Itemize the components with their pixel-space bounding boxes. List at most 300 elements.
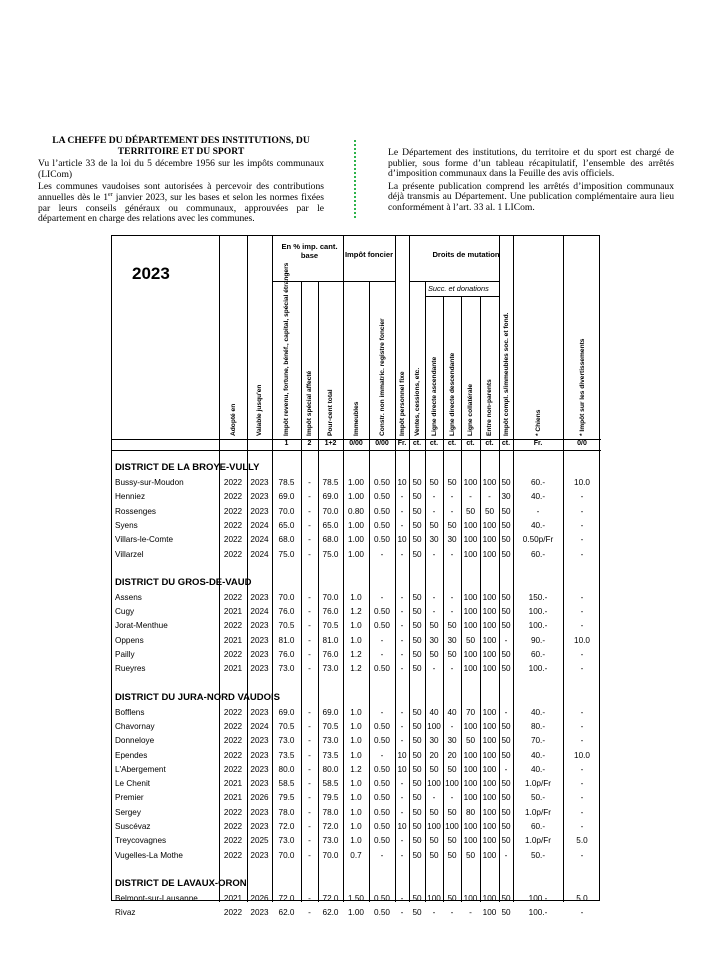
- table-cell: 100: [482, 908, 497, 918]
- table-cell: 2026: [250, 893, 269, 903]
- table-cell: 70.0: [278, 850, 295, 860]
- table-cell: 2022: [223, 750, 243, 760]
- table-cell: 70.0: [278, 506, 295, 516]
- table-cell: -: [308, 807, 311, 817]
- table-cell: 100: [463, 764, 478, 774]
- table-cell: 2023: [250, 592, 269, 602]
- table-cell: 50: [501, 779, 511, 789]
- table-cell: 50: [412, 506, 422, 516]
- table-cell: -: [308, 750, 311, 760]
- table-cell: 100: [482, 850, 497, 860]
- table-cell: 50: [447, 850, 457, 860]
- table-cell: 40.-: [530, 707, 546, 717]
- table-cell: 100.-: [528, 908, 548, 918]
- table-cell: -: [400, 621, 404, 631]
- table-cell: 50: [501, 549, 511, 559]
- table-cell: 1.0: [350, 750, 362, 760]
- table-cell: -: [308, 621, 311, 631]
- table-cell: 50: [429, 478, 439, 487]
- table-cell: 62.0: [322, 908, 339, 918]
- table-cell: 0.50: [374, 836, 390, 846]
- table-cell: 100: [463, 836, 478, 846]
- table-cell: -: [400, 721, 404, 731]
- table-cell: 1.2: [350, 664, 362, 674]
- table-cell: -: [432, 549, 436, 559]
- table-cell: 73.5: [278, 750, 295, 760]
- table-cell: 100: [427, 822, 441, 831]
- table-cell: 76.0: [278, 607, 295, 617]
- table-cell: 50: [447, 621, 457, 631]
- table-cell: 78.0: [322, 807, 339, 817]
- table-cell: 100: [463, 721, 478, 731]
- table-cell: 70.0: [322, 850, 339, 860]
- table-cell: 50: [447, 807, 457, 817]
- table-cell: 50: [501, 478, 511, 487]
- table-cell: 2023: [250, 822, 269, 831]
- table-cell: 2022: [223, 650, 243, 659]
- table-cell: 100: [463, 893, 478, 903]
- table-cell: 1.0: [350, 635, 362, 645]
- table-cell: -: [380, 549, 384, 559]
- table-cell: -: [580, 492, 584, 502]
- table-cell: -: [580, 520, 584, 530]
- table-cell: 10: [397, 822, 407, 831]
- table-cell: 2022: [223, 822, 243, 831]
- table-cell: -: [432, 607, 436, 617]
- table-cell: 100: [445, 822, 459, 831]
- table-cell: 1.00: [348, 492, 364, 502]
- table-cell: 50: [501, 836, 511, 846]
- table-cell: 0.50: [374, 506, 390, 516]
- table-cell: 50: [412, 850, 422, 860]
- table-cell: 73.5: [322, 750, 339, 760]
- table-cell: -: [308, 535, 311, 545]
- commune-name: Bussy-sur-Moudon: [115, 478, 184, 487]
- table-cell: -: [580, 764, 584, 774]
- table-cell: 1.2: [350, 650, 362, 659]
- table-cell: -: [580, 592, 584, 602]
- table-cell: 100: [482, 764, 497, 774]
- table-cell: -: [308, 721, 311, 731]
- table-cell: 50: [501, 650, 511, 659]
- table-cell: 1.0: [350, 721, 362, 731]
- table-cell: -: [308, 822, 311, 831]
- column-header: Ligne directe descendante: [448, 352, 456, 436]
- table-cell: 70.0: [322, 506, 339, 516]
- table-cell: 50: [429, 621, 439, 631]
- table-cell: -: [308, 764, 311, 774]
- table-cell: 70.5: [278, 621, 295, 631]
- table-cell: 100: [482, 520, 497, 530]
- commune-name: Bofflens: [115, 707, 145, 717]
- table-cell: 50: [412, 707, 422, 717]
- table-cell: 2022: [223, 707, 243, 717]
- table-cell: 2024: [250, 535, 269, 545]
- table-cell: 50: [412, 592, 422, 602]
- table-cell: 73.0: [322, 836, 339, 846]
- table-cell: 58.5: [278, 779, 295, 789]
- column-header: Pour-cent total: [327, 389, 334, 436]
- grid-hline: [219, 450, 601, 451]
- table-cell: 81.0: [278, 635, 295, 645]
- table-cell: 0.50: [374, 779, 390, 789]
- table-cell: 70.5: [322, 721, 339, 731]
- commune-name: Chavornay: [115, 721, 155, 731]
- table-cell: -: [380, 750, 384, 760]
- table-cell: 0.50: [374, 492, 390, 502]
- table-cell: 2021: [223, 607, 243, 617]
- table-cell: 100: [427, 721, 441, 731]
- table-cell: -: [504, 707, 508, 717]
- table-cell: 50: [484, 506, 495, 516]
- table-cell: 50: [412, 478, 422, 487]
- table-cell: 50: [501, 506, 511, 516]
- table-cell: 20: [447, 750, 457, 760]
- table-cell: -: [400, 779, 404, 789]
- group-header-mutation: Droits de mutation: [432, 250, 500, 259]
- table-cell: 2021: [223, 893, 243, 903]
- table-cell: 30: [447, 535, 457, 545]
- table-cell: 100: [463, 592, 478, 602]
- table-cell: 76.0: [278, 650, 295, 659]
- table-cell: 2022: [223, 836, 243, 846]
- commune-name: Ependes: [115, 750, 148, 760]
- table-cell: 100.-: [528, 664, 548, 674]
- table-cell: 60.-: [530, 478, 546, 487]
- table-cell: 2023: [250, 779, 269, 789]
- table-cell: 2023: [250, 764, 269, 774]
- table-cell: 2022: [223, 621, 243, 631]
- table-cell: 1.0: [350, 779, 362, 789]
- column-separator-dots: [354, 140, 360, 218]
- table-cell: 1.0: [350, 793, 362, 803]
- table-cell: 1.0: [350, 736, 362, 746]
- table-cell: 100: [482, 893, 497, 903]
- table-cell: 50: [412, 635, 422, 645]
- table-cell: 50: [412, 721, 422, 731]
- table-cell: -: [450, 664, 454, 674]
- column-unit: 1+2: [324, 440, 337, 447]
- table-cell: 50: [412, 764, 422, 774]
- district-name: DISTRICT DE LA BROYE-VULLY: [115, 462, 260, 473]
- table-cell: 75.0: [322, 549, 339, 559]
- table-cell: 0.50: [374, 478, 390, 487]
- table-cell: 2022: [223, 520, 243, 530]
- table-cell: 50: [465, 736, 476, 746]
- table-cell: -: [432, 908, 436, 918]
- table-cell: 50: [501, 721, 511, 731]
- table-cell: 2023: [250, 736, 269, 746]
- table-cell: 50: [501, 893, 511, 903]
- table-cell: -: [450, 506, 454, 516]
- table-cell: 69.0: [278, 707, 295, 717]
- table-cell: 0.50: [374, 621, 390, 631]
- table-cell: 100.-: [528, 607, 548, 617]
- table-cell: 50: [465, 850, 476, 860]
- table-cell: 1.2: [350, 607, 362, 617]
- table-cell: -: [580, 607, 584, 617]
- table-cell: 0.50: [374, 736, 390, 746]
- table-cell: 78.5: [322, 478, 339, 487]
- table-cell: 50: [412, 535, 422, 545]
- commune-name: Sergey: [115, 807, 141, 817]
- table-cell: 1.00: [348, 478, 364, 487]
- table-cell: 50: [412, 520, 422, 530]
- column-header: Ligne collatérale: [467, 383, 474, 436]
- column-unit: ct.: [485, 440, 494, 447]
- table-cell: 1.0p/Fr: [525, 779, 551, 789]
- table-cell: 50: [501, 592, 511, 602]
- table-cell: 50: [465, 506, 476, 516]
- table-cell: -: [400, 908, 404, 918]
- table-cell: 10: [397, 478, 407, 487]
- table-cell: -: [450, 592, 454, 602]
- table-cell: 1.0: [350, 592, 362, 602]
- table-cell: -: [450, 492, 454, 502]
- column-header: Impôt revenu, fortune, bénéf., capital, spécial étrangers: [283, 262, 290, 436]
- table-cell: 62.0: [278, 908, 295, 918]
- commune-name: Syens: [115, 520, 138, 530]
- table-cell: 50: [412, 836, 422, 846]
- commune-name: Donneloye: [115, 736, 155, 746]
- table-cell: -: [308, 908, 311, 918]
- table-cell: -: [308, 707, 311, 717]
- table-cell: -: [432, 793, 436, 803]
- table-cell: 50: [501, 535, 511, 545]
- table-cell: 73.0: [278, 736, 295, 746]
- table-cell: 50: [429, 836, 439, 846]
- table-cell: -: [400, 807, 404, 817]
- table-cell: 1.0: [350, 836, 362, 846]
- commune-name: L'Abergement: [115, 764, 166, 774]
- table-cell: -: [308, 635, 311, 645]
- table-cell: -: [580, 908, 584, 918]
- commune-name: Cugy: [115, 607, 135, 617]
- table-cell: 5.0: [576, 893, 588, 903]
- table-cell: 100: [463, 621, 478, 631]
- table-cell: -: [308, 492, 311, 502]
- commune-name: Assens: [115, 592, 142, 602]
- table-cell: 2022: [223, 592, 243, 602]
- table-cell: 2023: [250, 850, 269, 860]
- intro-paragraph-2: Les communes vaudoises sont autorisées à percevoir des contributions annuelles dès le 1er janvier 2023, sur les bases et selon les normes fixées par leurs conseils généraux ou communaux, approuvées par le département en charge des relations avec les communes.: [38, 181, 324, 225]
- table-cell: 2024: [250, 721, 269, 731]
- column-unit: ct.: [412, 440, 422, 447]
- grid-hline: [409, 281, 499, 282]
- table-cell: 70.5: [322, 621, 339, 631]
- table-cell: 1.00: [348, 535, 364, 545]
- table-cell: -: [580, 721, 584, 731]
- commune-name: Rivaz: [115, 908, 136, 918]
- table-cell: 69.0: [322, 492, 339, 502]
- table-cell: 100: [463, 650, 478, 659]
- table-cell: 50: [447, 650, 457, 659]
- commune-name: Rossenges: [115, 506, 156, 516]
- table-cell: 50: [465, 635, 476, 645]
- table-cell: 100: [463, 664, 478, 674]
- table-cell: 100: [482, 607, 497, 617]
- table-cell: 0.50: [374, 764, 390, 774]
- table-cell: 2026: [250, 793, 269, 803]
- column-unit: 0/00: [349, 440, 363, 447]
- table-cell: 2022: [223, 535, 243, 545]
- table-cell: -: [308, 664, 311, 674]
- table-cell: 2022: [223, 721, 243, 731]
- table-cell: 1.0: [350, 822, 362, 831]
- table-cell: 1.0: [350, 621, 362, 631]
- table-cell: -: [308, 836, 311, 846]
- commune-name: Rueyres: [115, 664, 146, 674]
- table-cell: 100: [463, 549, 478, 559]
- table-cell: 2023: [250, 492, 269, 502]
- table-cell: -: [400, 707, 404, 717]
- table-cell: -: [580, 664, 584, 674]
- table-cell: 2021: [223, 635, 243, 645]
- table-cell: 2022: [223, 478, 243, 487]
- table-cell: 100: [482, 721, 497, 731]
- table-cell: 50: [501, 807, 511, 817]
- table-cell: 60.-: [530, 549, 546, 559]
- table-cell: -: [580, 850, 584, 860]
- table-cell: -: [400, 592, 404, 602]
- table-year: 2023: [132, 264, 170, 283]
- commune-name: Treycovagnes: [115, 836, 167, 846]
- table-cell: 10.0: [574, 478, 590, 487]
- table-cell: 2024: [250, 607, 269, 617]
- table-cell: -: [400, 836, 404, 846]
- commune-name: Villarzel: [115, 549, 144, 559]
- table-cell: 68.0: [278, 535, 295, 545]
- table-cell: 50: [501, 664, 511, 674]
- table-cell: 100: [463, 520, 478, 530]
- column-unit: Fr.: [533, 440, 543, 447]
- table-cell: -: [504, 850, 508, 860]
- intro-right-paragraph-2: La présente publication comprend les arrêtés d’imposition communaux déjà transmis au Département. Une publication complémentaire aura lieu conformément à l’art. 33 al. 1 LICom.: [388, 180, 674, 213]
- table-cell: 79.5: [322, 793, 339, 803]
- district-name: DISTRICT DU GROS-DE-VAUD: [115, 576, 252, 588]
- table-cell: -: [432, 506, 436, 516]
- column-unit: ct.: [466, 440, 475, 447]
- intro-right-paragraph-1: Le Département des institutions, du territoire et du sport est chargé de publier, sous forme d’un tableau récapitulatif, l’ensemble des arrêtés d’imposition communaux dans la Feuille des avis officiels.: [388, 147, 674, 180]
- table-cell: -: [380, 635, 384, 645]
- table-cell: 2022: [223, 506, 243, 516]
- table-cell: -: [580, 621, 584, 631]
- table-cell: -: [469, 908, 472, 918]
- table-cell: 50: [412, 664, 422, 674]
- table-cell: -: [400, 850, 404, 860]
- table-cell: 100: [463, 750, 478, 760]
- column-unit: [247, 440, 272, 450]
- table-cell: 100: [463, 779, 478, 789]
- table-cell: 40.-: [530, 492, 546, 502]
- table-cell: 10: [397, 764, 407, 774]
- table-cell: 100: [427, 893, 441, 903]
- table-cell: 2023: [250, 664, 269, 674]
- table-cell: 70.5: [278, 721, 295, 731]
- table-cell: 69.0: [278, 492, 295, 502]
- table-cell: -: [450, 908, 454, 918]
- table-cell: 1.0p/Fr: [525, 836, 551, 846]
- table-cell: 50: [412, 736, 422, 746]
- table-cell: 60.-: [530, 650, 546, 659]
- table-cell: 1.2: [350, 764, 362, 774]
- table-cell: 2023: [250, 750, 269, 760]
- table-cell: -: [450, 607, 454, 617]
- table-cell: 100: [482, 736, 497, 746]
- table-cell: 2021: [223, 779, 243, 789]
- table-cell: 0.50: [374, 721, 390, 731]
- table-cell: 2022: [223, 807, 243, 817]
- table-cell: -: [400, 635, 404, 645]
- commune-name: Henniez: [115, 492, 146, 502]
- table-cell: 100: [463, 822, 478, 831]
- table-cell: 0.7: [350, 850, 362, 860]
- table-cell: 100: [482, 707, 497, 717]
- table-cell: 50: [447, 764, 457, 774]
- table-cell: 1.0: [350, 707, 362, 717]
- table-cell: 50: [412, 908, 422, 918]
- table-cell: 80: [465, 807, 476, 817]
- table-cell: 68.0: [322, 535, 339, 545]
- commune-name: Vugelles-La Mothe: [115, 850, 183, 860]
- table-cell: 0.50p/Fr: [522, 535, 554, 545]
- table-cell: -: [308, 549, 311, 559]
- table-cell: 40.-: [530, 750, 546, 760]
- commune-name: Villars-le-Comte: [115, 535, 174, 545]
- table-cell: 100.-: [528, 621, 548, 631]
- table-cell: 0.50: [374, 822, 390, 831]
- table-cell: 0.50: [374, 607, 390, 617]
- table-cell: 100: [482, 793, 497, 803]
- table-cell: 60.-: [530, 822, 546, 831]
- table-cell: -: [400, 893, 404, 903]
- table-cell: 50: [429, 650, 439, 659]
- grid-hline: [112, 439, 219, 440]
- table-cell: 73.0: [322, 736, 339, 746]
- column-unit: [219, 440, 247, 450]
- table-cell: 50: [447, 836, 457, 846]
- table-cell: 0.50: [374, 664, 390, 674]
- table-cell: 10: [397, 750, 407, 760]
- table-cell: -: [580, 793, 584, 803]
- group-header-foncier: Impôt foncier: [344, 250, 394, 259]
- table-cell: 69.0: [322, 707, 339, 717]
- table-cell: 0.50: [374, 793, 390, 803]
- column-unit: ct.: [447, 440, 457, 447]
- table-cell: -: [308, 779, 311, 789]
- table-cell: 90.-: [530, 635, 546, 645]
- table-cell: 1.00: [348, 549, 364, 559]
- table-cell: -: [400, 793, 404, 803]
- table-cell: 50: [412, 549, 422, 559]
- table-cell: 100: [482, 650, 497, 659]
- table-cell: 50: [501, 793, 511, 803]
- table-cell: -: [400, 520, 404, 530]
- table-cell: 75.0: [278, 549, 295, 559]
- column-header: Impôt compl. s/immeubles soc. et fond.: [502, 312, 510, 436]
- intro-left: [38, 136, 324, 227]
- column-unit: 2: [307, 440, 312, 447]
- commune-name: Premier: [115, 793, 144, 803]
- table-cell: 0.50: [374, 520, 390, 530]
- table-cell: 100: [482, 478, 497, 487]
- table-cell: -: [580, 707, 584, 717]
- table-cell: 50: [412, 793, 422, 803]
- table-cell: 2022: [223, 736, 243, 746]
- table-cell: 50.-: [530, 850, 546, 860]
- column-header: Adopté en: [229, 403, 237, 436]
- grid-hline: [425, 296, 499, 297]
